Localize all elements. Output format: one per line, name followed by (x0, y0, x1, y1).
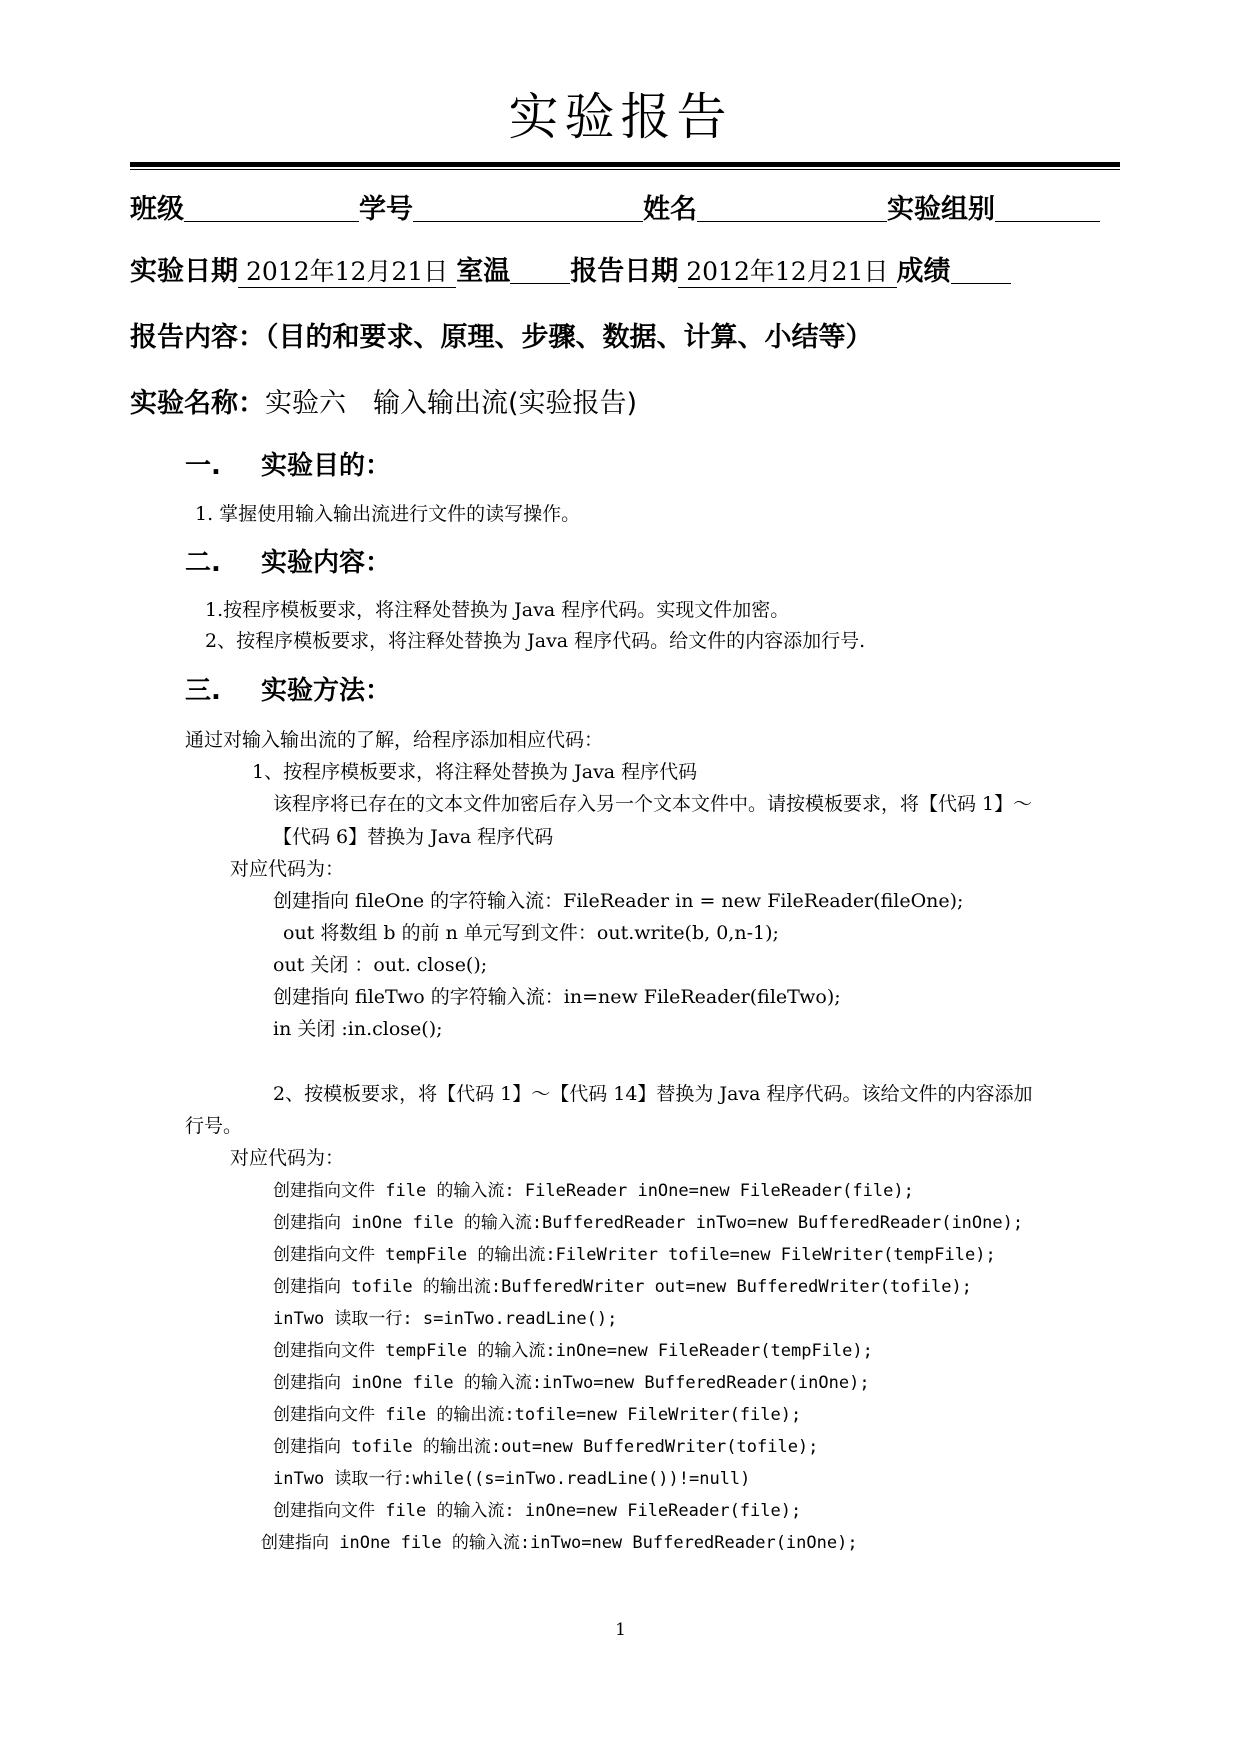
code-line: 创建指向文件 tempFile 的输出流:FileWriter tofile=new FileWriter(tempFile); (273, 1245, 996, 1265)
temp-blank[interactable] (510, 255, 570, 284)
code-line: inTwo 读取一行:while((s=inTwo.readLine())!=null) (273, 1469, 751, 1489)
section-title: 实验内容： (261, 548, 392, 578)
code-label: 对应代码为： (230, 1147, 345, 1169)
section-method-heading (185, 673, 391, 709)
code-line: in 关闭 :in.close(); (273, 1018, 443, 1040)
name-label: 姓名 (643, 194, 697, 225)
experiment-name-value: 实验六 输入输出流(实验报告) (265, 388, 638, 419)
code-line: 创建指向文件 file 的输入流: FileReader inOne=new FileReader(file); (273, 1181, 914, 1201)
code-line: 创建指向文件 file 的输入流: inOne=new FileReader(file); (273, 1501, 802, 1521)
report-date-label: 报告日期 (570, 256, 679, 287)
report-title: 实验报告 (508, 88, 733, 146)
page-number: 1 (615, 1620, 626, 1640)
code-line: inTwo 读取一行: s=inTwo.readLine(); (273, 1309, 618, 1329)
experiment-name-label: 实验名称： (130, 388, 265, 419)
code-line: 创建指向 inOne file 的输入流:inTwo=new BufferedReader(inOne); (261, 1533, 858, 1553)
name-blank[interactable] (697, 193, 887, 222)
task1-description: 该程序将已存在的文本文件加密后存入另一个文本文件中。请按模板要求，将【代码 1】～ (273, 793, 1033, 815)
task2-description: 2、按模板要求，将【代码 1】～【代码 14】替换为 Java 程序代码。该给文件的内容添加 (273, 1083, 1033, 1105)
student-id-blank[interactable] (413, 193, 643, 222)
section-content-heading (185, 545, 391, 581)
title-rule-thick (130, 162, 1120, 167)
code-line: 创建指向文件 file 的输出流:tofile=new FileWriter(file); (273, 1405, 802, 1425)
group-label: 实验组别 (887, 194, 995, 225)
class-blank[interactable] (184, 193, 359, 222)
header-row-dates (130, 252, 1120, 292)
code-line: 创建指向 tofile 的输出流:out=new BufferedWriter(tofile); (273, 1437, 819, 1457)
student-id-label: 学号 (359, 194, 413, 225)
experiment-name (130, 384, 637, 424)
task2-description-cont: 行号。 (185, 1115, 243, 1137)
score-label: 成绩 (896, 256, 951, 287)
task1-title: 1、按程序模板要求，将注释处替换为 Java 程序代码 (252, 761, 698, 783)
group-blank[interactable] (995, 193, 1100, 222)
content-item: 1.按程序模板要求，将注释处替换为 Java 程序代码。实现文件加密。 (205, 599, 790, 621)
method-intro: 通过对输入输出流的了解，给程序添加相应代码： (185, 729, 604, 751)
report-content-note: 报告内容：（目的和要求、原理、步骤、数据、计算、小结等） (130, 322, 873, 353)
content-item: 2、按程序模板要求，将注释处替换为 Java 程序代码。给文件的内容添加行号. (205, 630, 866, 652)
exp-date-label: 实验日期 (130, 256, 238, 287)
section-number: 三. (185, 676, 221, 706)
report-date-value: 2012年12月21日 (678, 257, 896, 288)
task1-description-cont: 【代码 6】替换为 Java 程序代码 (273, 826, 554, 848)
section-title: 实验方法： (261, 676, 392, 706)
section-title: 实验目的： (261, 451, 392, 481)
code-line: 创建指向文件 tempFile 的输入流:inOne=new FileReader(tempFile); (273, 1341, 873, 1361)
code-line: 创建指向 inOne file 的输入流:BufferedReader inTwo=new BufferedReader(inOne); (273, 1213, 1024, 1233)
exp-date-value: 2012年12月21日 (238, 257, 456, 288)
code-line: 创建指向 fileOne 的字符输入流：FileReader in = new FileReader(fileOne); (273, 890, 964, 912)
title-rule-thin (130, 169, 1120, 170)
code-line: out 将数组 b 的前 n 单元写到文件：out.write(b, 0,n-1); (283, 922, 779, 944)
code-line: 创建指向 inOne file 的输入流:inTwo=new BufferedReader(inOne); (273, 1373, 870, 1393)
code-line: 创建指向 tofile 的输出流:BufferedWriter out=new BufferedWriter(tofile); (273, 1277, 972, 1297)
section-purpose-heading (185, 448, 391, 484)
temp-label: 室温 (456, 256, 511, 287)
purpose-item: 1. 掌握使用输入输出流进行文件的读写操作。 (195, 503, 581, 525)
score-blank[interactable] (951, 255, 1011, 284)
class-label: 班级 (130, 194, 184, 225)
header-row-student (130, 190, 1120, 230)
section-number: 一. (185, 451, 221, 481)
code-line: 创建指向 fileTwo 的字符输入流：in=new FileReader(fileTwo); (273, 986, 841, 1008)
code-line: out 关闭 ：out. close(); (273, 954, 488, 976)
section-number: 二. (185, 548, 221, 578)
code-label: 对应代码为： (230, 858, 345, 880)
